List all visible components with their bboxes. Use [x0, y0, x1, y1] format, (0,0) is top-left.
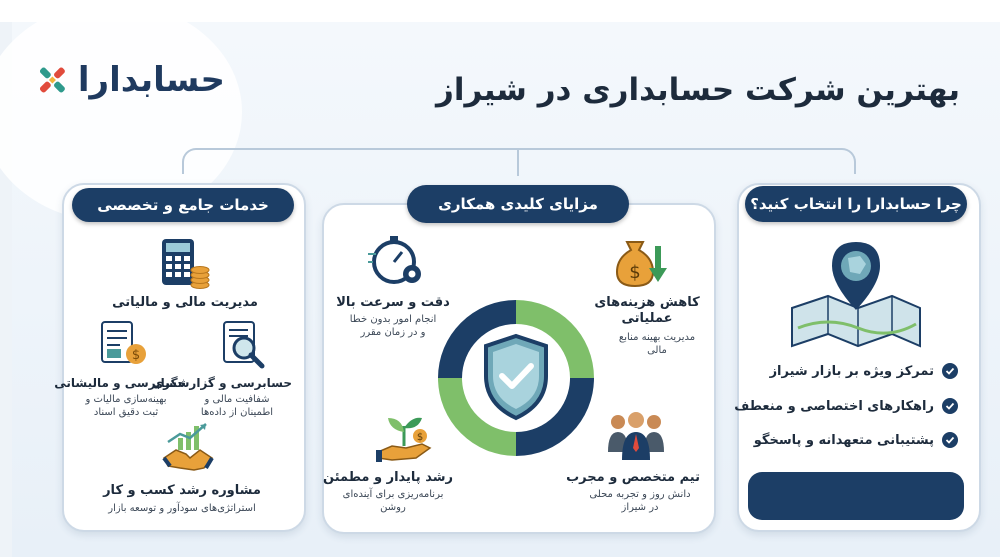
- feature-desc-line: مالی: [647, 345, 667, 356]
- document-coin-icon: [98, 318, 150, 370]
- logo-mark-icon: [35, 59, 70, 101]
- service-desc-line: ثبت دقیق اسناد: [93, 407, 159, 418]
- service-title-growth-consulting: مشاوره رشد کسب و کار: [103, 483, 261, 498]
- check-circle-icon: [942, 398, 958, 414]
- service-title-audit-report: حسابرسی و گزارشگری: [152, 376, 292, 390]
- benefits-heading: مزایای کلیدی همکاری: [407, 185, 629, 223]
- feature-desc-line: در شیراز: [621, 502, 659, 513]
- brand-logo: [35, 55, 225, 105]
- services-heading: خدمات جامع و تخصصی: [72, 188, 294, 222]
- service-title-finance-tax: مدیریت مالی و مالیاتی: [112, 295, 258, 310]
- plant-hand-coin-icon: [376, 410, 434, 466]
- feature-desc-line: برنامه‌ریزی برای آینده‌ای: [342, 489, 444, 500]
- feature-desc-team: [580, 488, 700, 514]
- feature-title-accuracy: دقت و سرعت بالا: [336, 295, 450, 310]
- why-us-item-label: پشتیبانی متعهدانه و پاسخگو: [753, 432, 934, 448]
- feature-desc-accuracy: [333, 313, 453, 339]
- svg-text:$: $: [131, 348, 141, 363]
- service-desc-line: شفافیت مالی و: [204, 394, 270, 405]
- magnifier-document-icon: [218, 318, 270, 370]
- feature-title-cost: [592, 295, 702, 327]
- logo-text: حسابدارا: [77, 60, 225, 100]
- svg-text:$: $: [629, 262, 641, 283]
- why-us-item: [734, 398, 958, 414]
- feature-desc-line: دانش روز و تجربه محلی: [589, 489, 691, 500]
- service-title-audit-tax: حسابرسی و مالیشاتی: [54, 376, 186, 390]
- page-title: بهترین شرکت حسابداری در شیراز: [436, 72, 960, 108]
- why-us-item-label: راهکارهای اختصاصی و منعطف: [734, 398, 934, 414]
- why-us-item: [754, 432, 958, 448]
- team-people-icon: [604, 408, 668, 464]
- feature-desc-cost: [602, 331, 712, 357]
- map-pin-icon: [788, 238, 924, 348]
- feature-desc-line: انجام امور بدون خطا: [349, 314, 437, 325]
- top-connector: [182, 148, 856, 174]
- service-desc-audit-tax: [66, 393, 186, 419]
- stopwatch-gear-icon: [368, 232, 426, 288]
- money-bag-down-icon: [613, 236, 669, 290]
- feature-desc-line: روشن: [380, 502, 406, 513]
- service-desc-audit-report: [182, 393, 292, 419]
- call-to-action-button[interactable]: [748, 472, 964, 520]
- why-us-heading: چرا حسابدارا را انتخاب کنید؟: [745, 186, 967, 222]
- why-us-item: [770, 363, 958, 379]
- service-desc-line: بهینه‌سازی مالیات و: [85, 394, 167, 405]
- feature-desc-line: مدیریت بهینه منابع: [618, 332, 696, 343]
- svg-text:$: $: [416, 432, 424, 443]
- feature-desc-growth: [327, 488, 459, 514]
- feature-title-line: عملیاتی: [621, 311, 673, 326]
- why-us-item-label: تمرکز ویژه بر بازار شیراز: [769, 363, 934, 379]
- check-circle-icon: [942, 432, 958, 448]
- handshake-growth-icon: [160, 420, 216, 476]
- feature-title-growth: رشد پایدار و مطمئن: [323, 470, 453, 485]
- feature-title-line: کاهش هزینه‌های: [594, 295, 700, 310]
- center-connector: [517, 148, 519, 176]
- center-shield-diagram: [434, 296, 598, 460]
- feature-desc-line: و در زمان مقرر: [360, 327, 426, 338]
- calculator-coins-icon: [160, 237, 210, 291]
- feature-title-team: تیم متخصص و مجرب: [566, 470, 700, 485]
- check-circle-icon: [942, 363, 958, 379]
- service-desc-growth-consulting: استراتژی‌های سودآور و توسعه بازار: [108, 503, 256, 514]
- service-desc-line: اطمینان از داده‌ها: [200, 407, 274, 418]
